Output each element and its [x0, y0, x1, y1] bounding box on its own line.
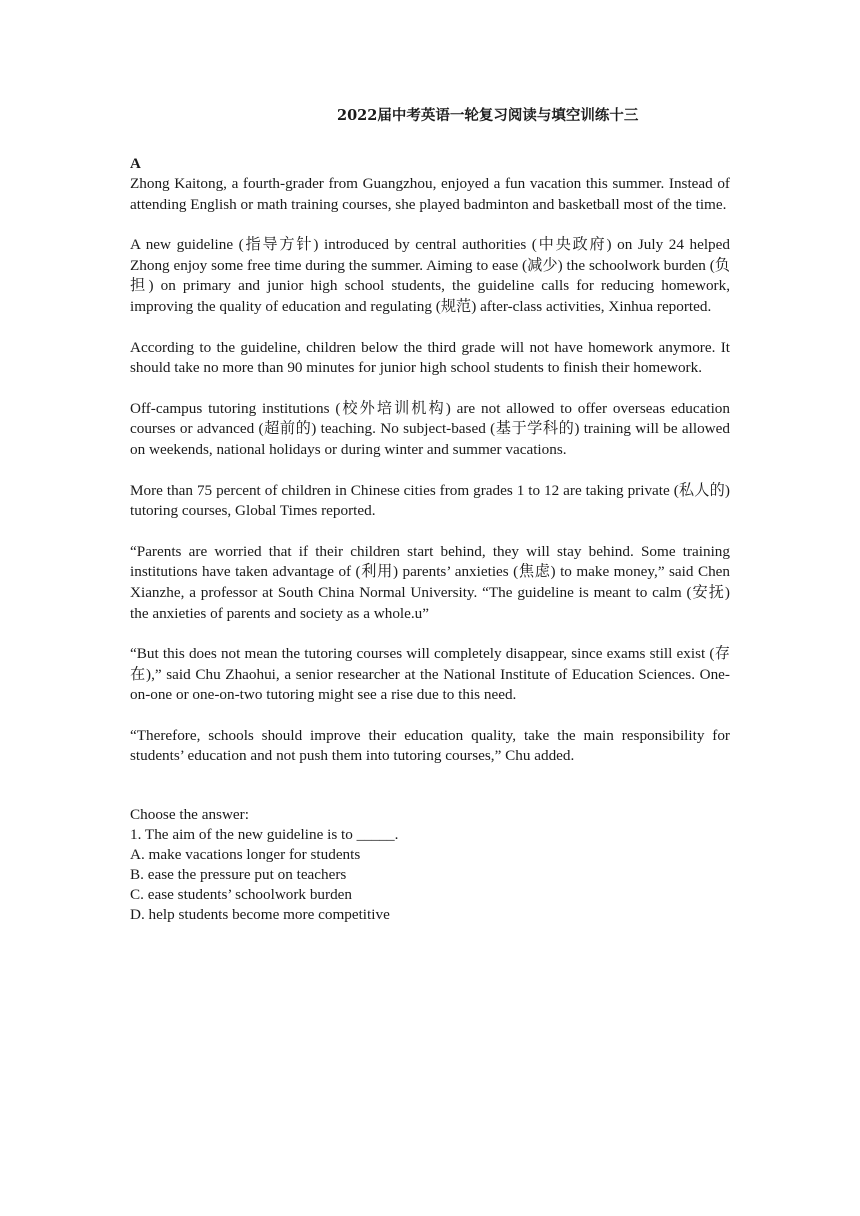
paragraph-5: More than 75 percent of children in Chinese cities from grades 1 to 12 are taking private (私人的) tutoring courses, Global Times reported. — [130, 481, 730, 520]
option-c: C. ease students’ schoolwork burden — [130, 886, 352, 904]
paragraph-6: “Parents are worried that if their children start behind, they will stay behind. Some training institutions have taken advantage of (利用) parents’ anxieties (焦虑) to make money,” said Chen Xianzhe, a professor at South China Normal University. “The guideline is meant to calm (安抚) the anxieties of parents and society as a whole.u” — [130, 542, 730, 622]
section-label: A — [130, 156, 141, 172]
paragraph-8: “Therefore, schools should improve their education quality, take the main responsibility for students’ education and not push them into tutoring courses,” Chu added. — [130, 726, 730, 765]
document-page — [130, 104, 730, 925]
question-instruction: Choose the answer: — [130, 806, 249, 824]
option-d: D. help students become more competitive — [130, 906, 390, 924]
paragraph-2: A new guideline (指导方针) introduced by central authorities (中央政府) on July 24 helped Zhong enjoy some free time during the summer. Aiming to ease (减少) the schoolwork burden (负担) on primary and junior high school students, the guideline calls for reducing homework, improving the quality of education and regulating (规范) after-class activities, Xinhua reported. — [130, 236, 730, 315]
option-b: B. ease the pressure put on teachers — [130, 866, 347, 884]
paragraph-3: According to the guideline, children below the third grade will not have homework anymore. It should take no more than 90 minutes for junior high school students to finish their homework. — [130, 338, 730, 377]
paragraph-1: Zhong Kaitong, a fourth-grader from Guangzhou, enjoyed a fun vacation this summer. Instead of attending English or math training courses, she played badminton and basketball most of the time. — [130, 175, 730, 213]
question-text: 1. The aim of the new guideline is to _____. — [130, 826, 399, 844]
option-a: A. make vacations longer for students — [130, 846, 361, 864]
document-title: 2022届中考英语一轮复习阅读与填空训练十三 — [337, 107, 639, 124]
question-block — [130, 805, 730, 925]
paragraph-4: Off-campus tutoring institutions (校外培训机构) are not allowed to offer overseas education courses or advanced (超前的) teaching. No subject-based (基于学科的) training will be allowed on weekends, national holidays or during winter and summer vacations. — [130, 399, 730, 458]
paragraph-7: “But this does not mean the tutoring courses will completely disappear, since exams still exist (存在),” said Chu Zhaohui, a senior researcher at the National Institute of Education Sciences. One-on-one or one-on-two tutoring might see a rise due to this need. — [130, 645, 730, 704]
